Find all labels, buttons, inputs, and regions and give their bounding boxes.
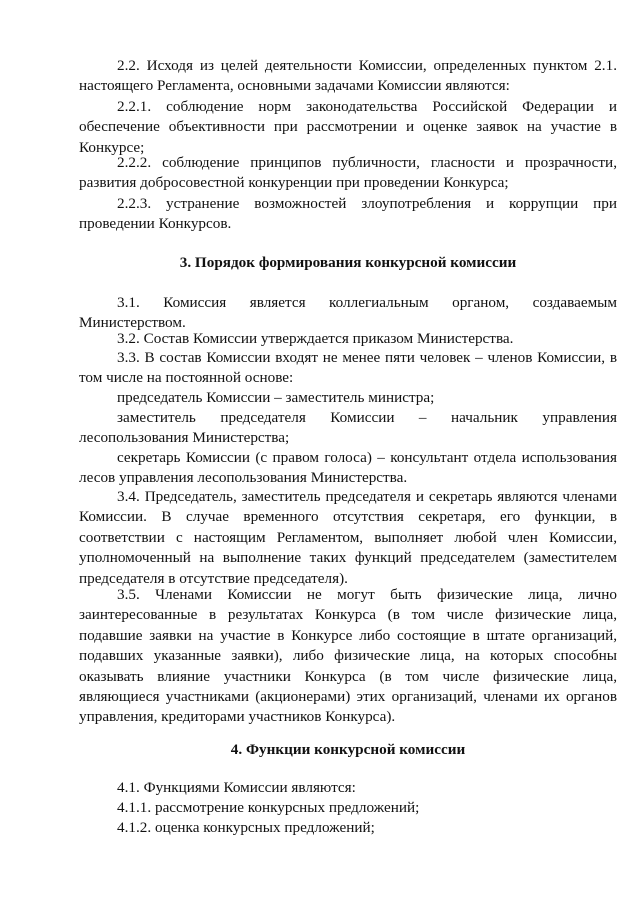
- paragraph-3-5: 3.5. Членами Комиссии не могут быть физические лица, лично заинтересованные в результатах Конкурса (в том числе физические лица, подавшие заявки на участие в Конкурсе либо состоящие в штате организаций, подавших указанные заявки), либо физические лица, на которых способны оказывать влияние участники Конкурса (в том числе физические лица, являющиеся участниками (акционерами) этих организаций, членами их органов управления, кредиторами участников Конкурса).: [79, 586, 617, 726]
- paragraph-deputy: заместитель председателя Комиссии – начальник управления лесопользования Министерства;: [79, 409, 617, 447]
- paragraph-4-1-1: 4.1.1. рассмотрение конкурсных предложений;: [117, 799, 420, 816]
- paragraph-2-2-2: 2.2.2. соблюдение принципов публичности, гласности и прозрачности, развития добросовестной конкуренции при проведении Конкурса;: [79, 154, 617, 192]
- paragraph-4-1-2: 4.1.2. оценка конкурсных предложений;: [117, 819, 375, 836]
- paragraph-chairman: председатель Комиссии – заместитель министра;: [117, 389, 435, 406]
- paragraph-2-2: 2.2. Исходя из целей деятельности Комиссии, определенных пунктом 2.1. настоящего Регламента, основными задачами Комиссии являются:: [79, 57, 617, 95]
- paragraph-3-3: 3.3. В состав Комиссии входят не менее пяти человек – членов Комиссии, в том числе на постоянной основе:: [79, 349, 617, 387]
- paragraph-4-1: 4.1. Функциями Комиссии являются:: [117, 779, 356, 796]
- paragraph-2-2-1: 2.2.1. соблюдение норм законодательства Российской Федерации и обеспечение объективности при рассмотрении и оценке заявок на участие в Конкурсе;: [79, 98, 617, 156]
- paragraph-secretary: секретарь Комиссии (с правом голоса) – консультант отдела использования лесов управления лесопользования Министерства.: [79, 449, 617, 487]
- section-4-heading: 4. Функции конкурсной комиссии: [230, 741, 466, 758]
- paragraph-2-2-3: 2.2.3. устранение возможностей злоупотребления и коррупции при проведении Конкурсов.: [79, 195, 617, 233]
- paragraph-3-1: 3.1. Комиссия является коллегиальным органом, создаваемым Министерством.: [79, 294, 617, 332]
- paragraph-3-2: 3.2. Состав Комиссии утверждается приказом Министерства.: [117, 330, 514, 347]
- paragraph-3-4: 3.4. Председатель, заместитель председателя и секретарь являются членами Комиссии. В случае временного отсутствия секретаря, его функции, в соответствии с настоящим Регламентом, выполняет любой член Комиссии, уполномоченный на выполнение таких функций председателем (заместителем председателя в отсутствие председателя).: [79, 488, 617, 587]
- section-3-heading: 3. Порядок формирования конкурсной комиссии: [179, 254, 517, 271]
